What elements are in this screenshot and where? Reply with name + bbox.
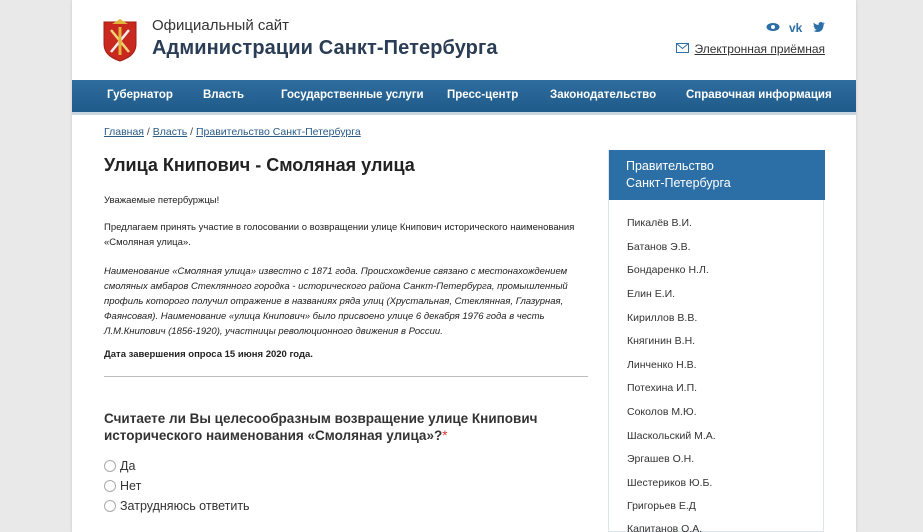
sidebar-heading-line: Санкт-Петербурга bbox=[626, 176, 731, 190]
sidebar-item[interactable]: Потехина И.П. bbox=[627, 382, 698, 394]
sidebar-item[interactable]: Капитанов О.А. bbox=[627, 523, 703, 532]
nav-item-reference[interactable]: Справочная информация bbox=[686, 89, 832, 101]
site-subtitle: Официальный сайт bbox=[152, 17, 289, 34]
poll-option-no[interactable] bbox=[104, 479, 141, 493]
divider bbox=[104, 376, 588, 377]
vk-icon[interactable] bbox=[789, 20, 803, 34]
sidebar-item[interactable]: Бондаренко Н.Л. bbox=[627, 264, 709, 276]
svg-text:vk: vk bbox=[789, 21, 803, 34]
poll-option-label[interactable]: Да bbox=[120, 459, 136, 473]
required-mark: * bbox=[442, 428, 448, 443]
breadcrumb bbox=[104, 126, 361, 138]
poll-option-yes[interactable] bbox=[104, 459, 135, 473]
social-links bbox=[766, 20, 826, 34]
sidebar-heading[interactable] bbox=[609, 150, 825, 200]
coat-of-arms-logo[interactable] bbox=[102, 18, 138, 62]
breadcrumb-separator: / bbox=[143, 126, 153, 138]
greeting-text: Уважаемые петербуржцы! bbox=[104, 195, 220, 206]
page-container bbox=[72, 0, 856, 532]
sidebar-item[interactable]: Елин Е.И. bbox=[627, 288, 676, 300]
sidebar-item[interactable]: Соколов М.Ю. bbox=[627, 406, 697, 418]
radio-button[interactable] bbox=[104, 480, 116, 492]
sidebar-item[interactable]: Эргашев О.Н. bbox=[627, 453, 695, 465]
radio-button[interactable] bbox=[104, 460, 116, 472]
article bbox=[104, 155, 588, 513]
reception-link[interactable] bbox=[676, 42, 826, 56]
nav-item-press-center[interactable]: Пресс-центр bbox=[447, 89, 519, 101]
breadcrumb-power[interactable]: Власть bbox=[152, 126, 188, 138]
breadcrumb-separator: / bbox=[187, 126, 196, 138]
main-navigation bbox=[72, 80, 856, 115]
mail-icon bbox=[676, 42, 689, 56]
poll-option-label[interactable]: Нет bbox=[120, 479, 142, 493]
deadline-text: Дата завершения опроса 15 июня 2020 года. bbox=[104, 349, 313, 360]
poll-question bbox=[104, 410, 574, 444]
sidebar-item[interactable]: Княгинин В.Н. bbox=[627, 335, 696, 347]
intro-text: Предлагаем принять участие в голосовании о возвращении улице Книпович исторического наименования «Смоляная улица». bbox=[104, 222, 575, 248]
sidebar-item[interactable]: Шестериков Ю.Б. bbox=[627, 477, 713, 489]
nav-item-governor[interactable]: Губернатор bbox=[107, 89, 173, 101]
nav-item-power[interactable]: Власть bbox=[203, 89, 245, 101]
breadcrumb-home[interactable]: Главная bbox=[104, 126, 144, 138]
nav-item-legislation[interactable]: Законодательство bbox=[550, 89, 657, 101]
sidebar-heading-line: Правительство bbox=[626, 159, 714, 173]
poll-option-label[interactable]: Затрудняюсь ответить bbox=[120, 499, 250, 513]
sidebar-item[interactable]: Григорьев Е.Д bbox=[627, 500, 696, 512]
site-header bbox=[72, 0, 856, 80]
history-text: Наименование «Смоляная улица» известно с 1871 года. Происхождение связано с местонахождением смоляных амбаров Стеклянного городка - исторического района Санкт-Петербурга, промышленный профиль которого получил отражение в названиях ряда улиц (Хрустальная, Стеклянная, Глазурная, Фаянсовая). Наименование «улица Книпович» было присвоено улице 6 декабря 1976 года в честь Л.М.Книпович (1856-1920), участницы революционного движения в России. bbox=[104, 266, 568, 337]
sidebar-item[interactable]: Линченко Н.В. bbox=[627, 359, 697, 371]
poll-option-undecided[interactable] bbox=[104, 499, 250, 513]
breadcrumb-government[interactable]: Правительство Санкт-Петербурга bbox=[196, 126, 361, 138]
sidebar bbox=[608, 150, 824, 532]
twitter-icon[interactable] bbox=[812, 20, 826, 34]
sidebar-item[interactable]: Батанов Э.В. bbox=[627, 241, 691, 253]
sidebar-item[interactable]: Шаскольский М.А. bbox=[627, 430, 716, 442]
poll-question-text: Считаете ли Вы целесообразным возвращение улице Книпович исторического наименования «Смоляная улица»? bbox=[104, 411, 538, 443]
nav-item-gov-services[interactable]: Государственные услуги bbox=[281, 89, 424, 101]
page-title: Улица Книпович - Смоляная улица bbox=[104, 155, 415, 175]
sidebar-item[interactable]: Пикалёв В.И. bbox=[627, 217, 692, 229]
site-title[interactable]: Администрации Санкт-Петербурга bbox=[152, 37, 498, 59]
radio-button[interactable] bbox=[104, 500, 116, 512]
reception-link-label[interactable]: Электронная приёмная bbox=[694, 42, 825, 56]
sidebar-item[interactable]: Кириллов В.В. bbox=[627, 312, 698, 324]
eye-icon[interactable] bbox=[766, 20, 780, 34]
